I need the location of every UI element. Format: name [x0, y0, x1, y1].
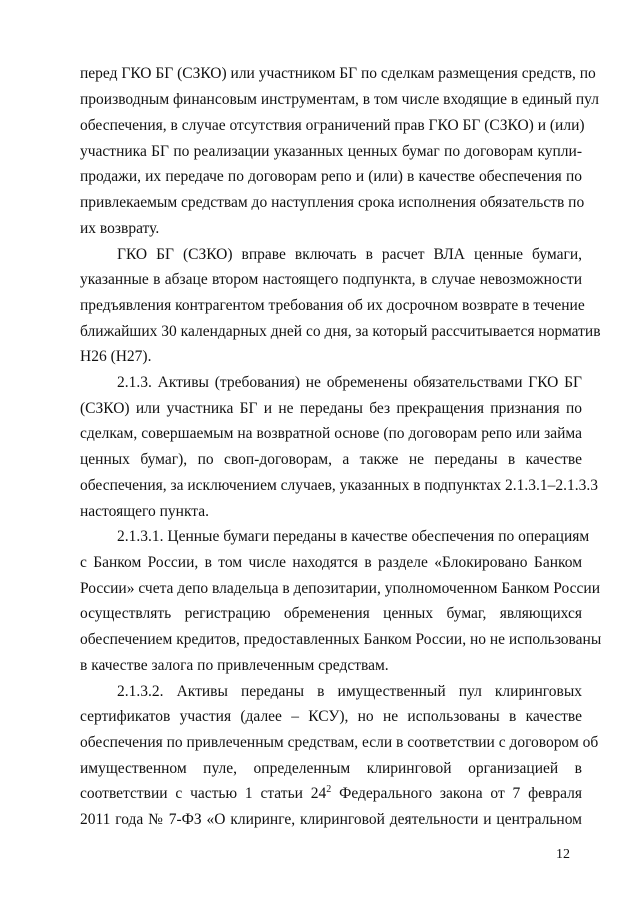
text-line: России» счета депо владельца в депозитарии, уполномоченном Банком России	[80, 580, 601, 597]
text-line: продажи, их передаче по договорам репо и (или) в качестве обеспечения по	[80, 168, 582, 185]
text-line: в качестве залога по привлеченным средствам.	[80, 657, 389, 674]
text-line: участника БГ по реализации указанных ценных бумаг по договорам купли-	[80, 143, 582, 160]
text-line: ближайших 30 календарных дней со дня, за который рассчитывается норматив	[80, 323, 601, 340]
text-line: с Банком России, в том числе находятся в разделе «Блокировано Банком	[80, 554, 582, 571]
text-line: их возврату.	[80, 220, 160, 237]
text-line: настоящего пункта.	[80, 503, 210, 520]
section-2-1-3-2-heading-line: 2.1.3.2. Активы переданы в имущественный пул клиринговых	[117, 683, 582, 700]
text-line: имущественном пуле, определенным клиринговой организацией в	[80, 760, 582, 777]
text-line: сделкам, совершаемым на возвратной основе (по договорам репо или займа	[80, 425, 582, 442]
section-2-1-3-1-heading-line: 2.1.3.1. Ценные бумаги переданы в качестве обеспечения по операциям	[117, 528, 590, 545]
text-line: Н26 (Н27).	[80, 348, 152, 365]
text-line: обеспечения, за исключением случаев, указанных в подпунктах 2.1.3.1–2.1.3.3	[80, 477, 599, 494]
section-2-1-3-heading-line: 2.1.3. Активы (требования) не обременены обязательствами ГКО БГ	[117, 374, 582, 391]
text-line: 2011 года № 7-ФЗ «О клиринге, клиринговой деятельности и центральном	[80, 811, 582, 828]
text-line: привлекаемым средствам до наступления срока исполнения обязательств по	[80, 194, 585, 211]
text-line: предъявления контрагентом требования об их досрочном возврате в течение	[80, 297, 585, 314]
text-line: обеспечением кредитов, предоставленных Банком России, но не использованы	[80, 631, 602, 648]
text-line: производным финансовым инструментам, в том числе входящие в единый пул	[80, 91, 599, 108]
text-line: обеспечения по привлеченным средствам, если в соответствии с договором об	[80, 734, 599, 751]
text-line: перед ГКО БГ (СЗКО) или участником БГ по сделкам размещения средств, по	[80, 65, 596, 82]
text-line: осуществлять регистрацию обременения ценных бумаг, являющихся	[80, 605, 582, 622]
page-number: 12	[556, 847, 570, 862]
text-line: указанные в абзаце втором настоящего подпункта, в случае невозможности	[80, 271, 582, 288]
text-line: обеспечения, в случае отсутствия ограничений прав ГКО БГ (СЗКО) и (или)	[80, 117, 585, 134]
text-line: ценных бумаг), по своп-договорам, а также не переданы в качестве	[80, 451, 582, 468]
text-line: (СЗКО) или участника БГ и не переданы без прекращения признания по	[80, 400, 582, 417]
text-fragment: Федерального закона от 7 февраля	[331, 785, 582, 802]
text-fragment: соответствии с частью 1 статьи 24	[80, 785, 327, 802]
paragraph-first-line: ГКО БГ (СЗКО) вправе включать в расчет ВЛА ценные бумаги,	[117, 246, 582, 263]
text-line-with-superscript	[80, 784, 582, 804]
superscript: 2	[326, 783, 332, 795]
text-line: сертификатов участия (далее – КСУ), но не использованы в качестве	[80, 708, 582, 725]
